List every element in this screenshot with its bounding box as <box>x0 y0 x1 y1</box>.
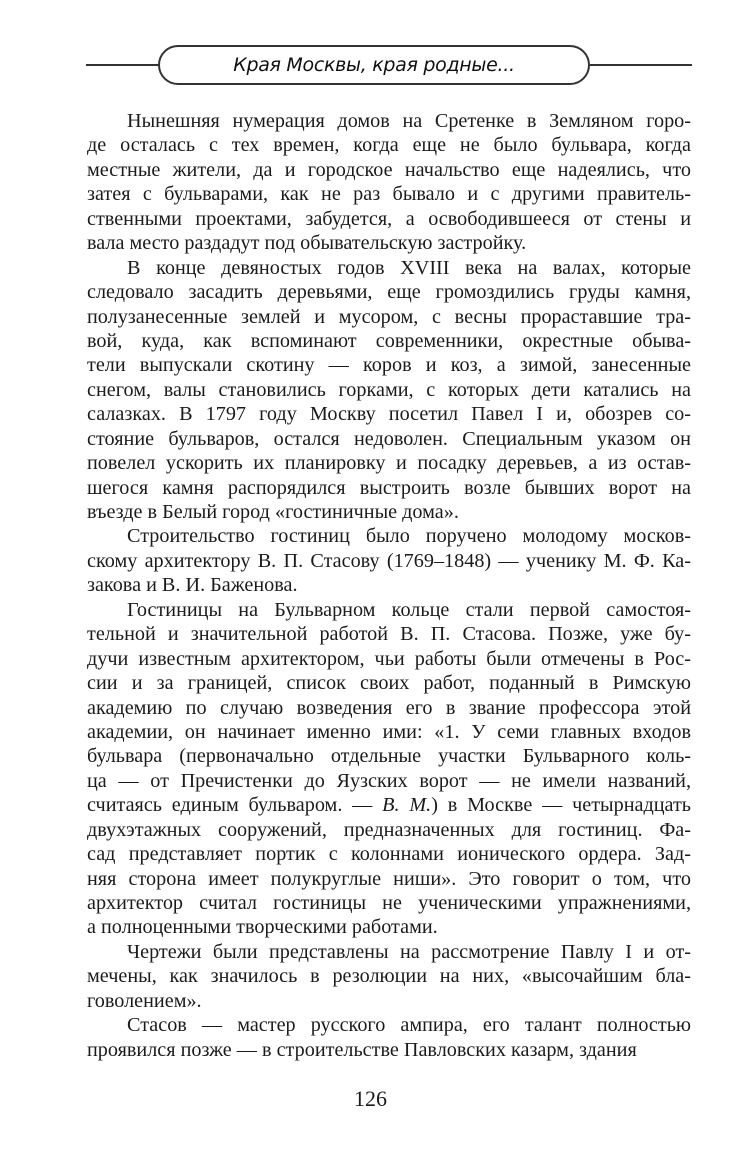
text-line: тельной и значительной работой В. П. Стасова. Позже, уже бу- <box>87 623 691 646</box>
text-line: няя сторона имеет полукруглые ниши». Это говорит о том, что <box>87 867 691 890</box>
text-line: Гостиницы на Бульварном кольце стали первой самостоя- <box>127 598 691 621</box>
text-line: де осталась с тех времен, когда еще не было бульвара, когда <box>87 134 691 157</box>
text-segment: считаясь единым бульваром. — <box>87 794 383 817</box>
text-line: В конце девяностых годов XVIII века на валах, которые <box>127 256 691 279</box>
header-rule-right <box>590 64 692 66</box>
paragraph <box>87 109 691 256</box>
text-line: сад представляет портик с колоннами ионического ордера. Зад- <box>87 843 691 866</box>
text-line: Чертежи были представлены на рассмотрение Павлу I и от- <box>127 940 691 963</box>
text-line: вала место раздадут под обывательскую застройку. <box>87 232 527 255</box>
text-line: бульвара (первоначально отдельные участки Бульварного коль- <box>87 745 691 768</box>
text-line: следовало засадить деревьями, еще громоздились груды камня, <box>87 281 691 304</box>
text-line: вой, куда, как вспоминают современники, окрестные обыва- <box>87 329 691 352</box>
text-line: архитектор считал гостиницы не ученическими упражнениями, <box>87 892 691 914</box>
text-line <box>87 793 691 817</box>
header-rule-left <box>86 64 160 66</box>
text-line: дучи известным архитектором, чьи работы были отмечены в Рос- <box>87 647 691 670</box>
text-line: скому архитектору В. П. Стасову (1769–1848) — ученику М. Ф. Ка- <box>87 549 691 572</box>
paragraph <box>87 524 691 597</box>
text-line: Строительство гостиниц было поручено молодому москов- <box>127 525 691 548</box>
text-line: сии и за границей, список своих работ, поданный в Римскую <box>87 672 691 695</box>
text-line: проявился позже — в строительстве Павловских казарм, здания <box>87 1038 637 1061</box>
text-line: ственными проектами, забудется, а освободившееся от стены и <box>87 207 691 230</box>
text-line: академии, он начинает именно ими: «1. У семи главных входов <box>87 720 691 743</box>
text-line: снегом, валы становились горками, с которых дети катались на <box>87 378 691 401</box>
text-line: закова и В. И. Баженова. <box>87 574 298 597</box>
text-line: салазках. В 1797 году Москву посетил Павел I и, обозрев со- <box>87 403 691 426</box>
text-line: стояние бульваров, остался недоволен. Специальным указом он <box>87 427 691 450</box>
text-line: двухэтажных сооружений, предназначенных для гостиниц. Фа- <box>87 818 691 841</box>
text-line: затея с бульварами, как не раз бывало и с другими правитель- <box>87 183 691 206</box>
text-line: а полноценными творческими работами. <box>87 916 438 939</box>
text-line: местные жители, да и городское начальство еще надеялись, что <box>87 158 691 181</box>
paragraph <box>87 256 691 525</box>
text-line: полузанесенные землей и мусором, с весны прораставшие тра- <box>87 305 691 328</box>
paragraph <box>87 598 691 940</box>
running-header-title: Края Москвы, края родные... <box>233 54 515 76</box>
text-line: мечены, как значилось в резолюции на них, «высочайшим бла- <box>87 965 691 988</box>
text-line: въезде в Белый город «гостиничные дома». <box>87 501 459 523</box>
text-line: говолением». <box>87 989 202 1012</box>
text-segment: ) в Москве — четырнадцать <box>431 794 691 817</box>
body-text <box>87 109 691 1062</box>
text-line: Нынешняя нумерация домов на Сретенке в Земляном горо- <box>127 110 691 132</box>
text-line: ца — от Пречистенки до Яузских ворот — не имели названий, <box>87 769 691 792</box>
page-number: 126 <box>354 1086 387 1111</box>
text-line: академию по случаю возведения его в звание профессора этой <box>87 696 691 719</box>
text-line: повелел ускорить их планировку и посадку деревьев, а из остав- <box>87 452 691 475</box>
text-line: Стасов — мастер русского ампира, его талант полностью <box>127 1014 691 1037</box>
italic-initials: В. М. <box>382 794 432 817</box>
paragraph <box>87 940 691 1013</box>
text-line: шегося камня распорядился выстроить возле бывших ворот на <box>87 476 691 499</box>
text-line: тели выпускали скотину — коров и коз, а зимой, занесенные <box>87 354 691 377</box>
paragraph <box>87 1013 691 1062</box>
running-header <box>158 45 590 85</box>
